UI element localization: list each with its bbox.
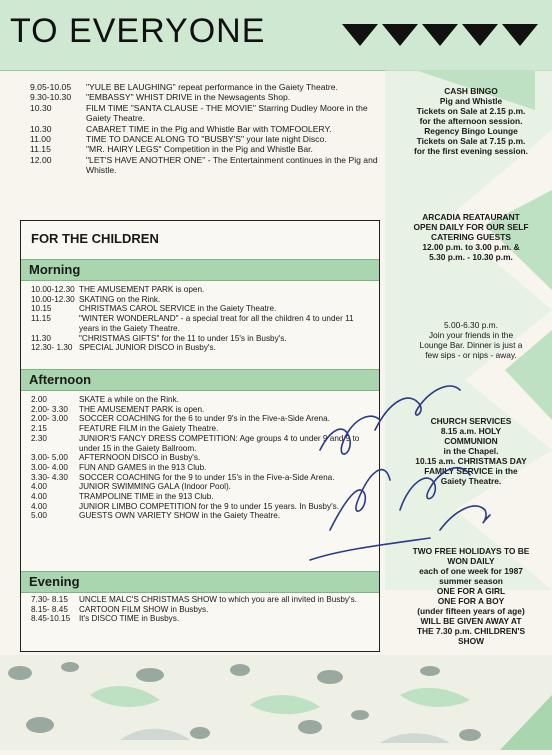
schedule-description: TIME TO DANCE ALONG TO "BUSBY'S" your late night Disco. bbox=[86, 134, 327, 145]
schedule-row bbox=[31, 304, 371, 314]
cash-bingo-line: Pig and Whistle bbox=[439, 96, 503, 106]
schedule-time: 11.15 bbox=[31, 314, 51, 324]
arcadia-restaurant-block bbox=[392, 212, 550, 262]
morning-label: Morning bbox=[29, 262, 81, 277]
schedule-time: 12.30- 1.30 bbox=[31, 343, 73, 353]
schedule-time: 4.00 bbox=[31, 482, 47, 492]
footer-decoration bbox=[0, 655, 552, 750]
children-title: FOR THE CHILDREN bbox=[31, 231, 159, 246]
schedule-description: "MR. HAIRY LEGS" Competition in the Pig and Whistle Bar. bbox=[86, 144, 313, 155]
schedule-time: 2.15 bbox=[31, 424, 47, 434]
schedule-time: 3.00- 4.00 bbox=[31, 462, 68, 472]
cash-bingo-title: CASH BINGO bbox=[444, 86, 498, 96]
schedule-description: "EMBASSY" WHIST DRIVE in the Newsagents Shop. bbox=[86, 92, 291, 103]
schedule-time: 5.00 bbox=[31, 511, 47, 521]
holiday-line: each of one week for 1987 bbox=[419, 566, 523, 576]
arcadia-line: OPEN DAILY FOR OUR SELF bbox=[413, 222, 529, 232]
schedule-row bbox=[31, 314, 371, 333]
header-triangles bbox=[342, 24, 538, 46]
schedule-time: 10.30 bbox=[30, 123, 52, 134]
lounge-line: 5.00-6.30 p.m. bbox=[443, 320, 498, 330]
schedule-description: THE AMUSEMENT PARK is open. bbox=[79, 404, 205, 414]
morning-list bbox=[31, 285, 371, 353]
evening-label: Evening bbox=[29, 574, 80, 589]
schedule-row bbox=[31, 595, 371, 605]
schedule-row bbox=[30, 82, 385, 92]
schedule-description: FEATURE FILM in the Gaiety Theatre. bbox=[79, 424, 219, 434]
holiday-line: TWO FREE HOLIDAYS TO BE bbox=[412, 546, 530, 556]
schedule-description: It's DISCO TIME in Busbys. bbox=[79, 614, 180, 624]
schedule-row bbox=[31, 334, 371, 344]
schedule-row bbox=[30, 103, 385, 124]
footer-pattern bbox=[0, 655, 552, 750]
schedule-description: JUNIOR'S FANCY DRESS COMPETITION: Age groups 4 to under 9 and 9 to under 15 in the Gaiety Ballroom. bbox=[79, 433, 360, 453]
cash-bingo-line: for the first evening session. bbox=[413, 146, 529, 156]
church-line: 8.15 a.m. HOLY bbox=[440, 426, 502, 436]
holiday-line: THE 7.30 p.m. CHILDREN'S bbox=[416, 626, 526, 636]
lounge-line: few sips - or nips - away. bbox=[425, 350, 517, 360]
schedule-time: 2.00- 3.30 bbox=[31, 404, 68, 414]
church-line: FAMILY SERVICE in the bbox=[424, 466, 518, 476]
holiday-line: ONE FOR A BOY bbox=[437, 596, 505, 606]
schedule-row bbox=[30, 92, 385, 102]
evening-list bbox=[31, 595, 371, 624]
church-line: in the Chapel. bbox=[443, 446, 499, 456]
schedule-time: 4.00 bbox=[31, 501, 47, 511]
holiday-line: ONE FOR A GIRL bbox=[436, 586, 506, 596]
schedule-time: 9.30-10.30 bbox=[30, 92, 72, 103]
schedule-row bbox=[30, 144, 385, 154]
schedule-description: "LET'S HAVE ANOTHER ONE" - The Entertainment continues in the Pig and Whistle. bbox=[86, 154, 378, 176]
afternoon-label: Afternoon bbox=[29, 372, 92, 387]
triangle-icon bbox=[382, 24, 418, 46]
arcadia-line: 5.30 p.m. - 10.30 p.m. bbox=[429, 252, 513, 262]
arcadia-line: CATERING GUESTS bbox=[431, 232, 511, 242]
church-line: Gaiety Theatre. bbox=[440, 476, 502, 486]
lounge-bar-block bbox=[392, 320, 550, 360]
schedule-time: 7.30- 8.15 bbox=[31, 595, 68, 604]
schedule-row bbox=[31, 614, 371, 624]
schedule-time: 3.30- 4.30 bbox=[31, 472, 68, 482]
lounge-line: Join your friends in the bbox=[428, 330, 514, 340]
schedule-description: TRAMPOLINE TIME in the 913 Club. bbox=[79, 492, 214, 502]
holiday-line: SHOW bbox=[457, 636, 485, 646]
schedule-description: SKATING on the Rink. bbox=[79, 294, 161, 304]
schedule-description: CARTOON FILM SHOW in Busbys. bbox=[79, 604, 209, 614]
schedule-time: 9.05-10.05 bbox=[30, 82, 72, 92]
schedule-time: 10.30 bbox=[30, 102, 52, 113]
schedule-description: "CHRISTMAS GIFTS" for the 11 to under 15's in Busby's. bbox=[79, 333, 287, 343]
schedule-time: 11.00 bbox=[30, 134, 51, 145]
holiday-line: WILL BE GIVEN AWAY AT bbox=[420, 616, 522, 626]
schedule-description: SOCCER COACHING for the 9 to under 15's in the Five-a-Side Arena. bbox=[79, 472, 335, 482]
arcadia-line: ARCADIA REATAURANT bbox=[422, 212, 520, 222]
arcadia-line: 12.00 p.m. to 3.00 p.m. & bbox=[422, 242, 520, 252]
page-title: TO EVERYONE bbox=[10, 12, 266, 50]
schedule-time: 11.15 bbox=[30, 144, 51, 155]
triangle-icon bbox=[502, 24, 538, 46]
church-line: COMMUNION bbox=[444, 436, 498, 446]
cash-bingo-line: for the afternoon session. bbox=[419, 116, 523, 126]
schedule-description: AFTERNOON DISCO in Busby's. bbox=[79, 453, 201, 463]
schedule-description: SOCCER COACHING for the 6 to under 9's in the Five-a-Side Arena. bbox=[79, 414, 330, 424]
schedule-time: 8.15- 8.45 bbox=[31, 604, 68, 614]
lounge-line: Lounge Bar. Dinner is just a bbox=[419, 340, 523, 350]
cash-bingo-block bbox=[392, 86, 550, 156]
schedule-time: 8.45-10.15 bbox=[31, 614, 71, 624]
schedule-description: JUNIOR LIMBO COMPETITION for the 9 to under 15 years. In Busby's. bbox=[79, 501, 340, 511]
schedule-time: 10.00-12.30 bbox=[31, 294, 75, 304]
triangle-icon bbox=[422, 24, 458, 46]
handwritten-signature bbox=[290, 360, 520, 590]
schedule-time: 4.00 bbox=[31, 492, 47, 502]
schedule-description: FILM TIME "SANTA CLAUSE - THE MOVIE" Starring Dudley Moore in the Gaiety Theatre. bbox=[86, 102, 368, 124]
triangle-icon bbox=[462, 24, 498, 46]
schedule-time: 12.00 bbox=[30, 154, 52, 165]
holiday-line: WON DAILY bbox=[447, 556, 495, 566]
schedule-row bbox=[31, 343, 371, 353]
holiday-line: (under fifteen years of age) bbox=[417, 606, 525, 616]
cash-bingo-line: Tickets on Sale at 2.15 p.m. bbox=[416, 106, 526, 116]
schedule-description: CABARET TIME in the Pig and Whistle Bar with TOMFOOLERY. bbox=[86, 123, 332, 134]
schedule-description: "YULE BE LAUGHING" repeat performance in the Gaiety Theatre. bbox=[86, 82, 338, 92]
schedule-row bbox=[31, 295, 371, 305]
schedule-time: 2.00 bbox=[31, 395, 47, 404]
schedule-time: 10.15 bbox=[31, 304, 52, 314]
schedule-description: JUNIOR SWIMMING GALA (Indoor Pool). bbox=[79, 482, 231, 492]
schedule-time: 2.00- 3.00 bbox=[31, 414, 68, 424]
schedule-time: 3.00- 5.00 bbox=[31, 453, 68, 463]
schedule-description: GUESTS OWN VARIETY SHOW in the Gaiety Theatre. bbox=[79, 511, 281, 521]
schedule-description: SKATE a while on the Rink. bbox=[79, 395, 179, 404]
holiday-line: summer season bbox=[439, 576, 503, 586]
schedule-time: 11.30 bbox=[31, 333, 51, 343]
church-line: 10.15 a.m. CHRISTMAS DAY bbox=[415, 456, 527, 466]
cash-bingo-line: Tickets on Sale at 7.15 p.m. bbox=[416, 136, 526, 146]
schedule-row bbox=[30, 124, 385, 134]
cash-bingo-line: Regency Bingo Lounge bbox=[424, 126, 518, 136]
morning-band bbox=[21, 259, 379, 281]
schedule-row bbox=[30, 155, 385, 176]
page-header bbox=[0, 0, 552, 71]
church-line: CHURCH SERVICES bbox=[430, 416, 512, 426]
schedule-description: CHRISTMAS CAROL SERVICE in the Gaiety Theatre. bbox=[79, 304, 277, 314]
schedule-description: "WINTER WONDERLAND" - a special treat for all the children 4 to under 11 years in the Gaiety Theatre. bbox=[79, 314, 354, 333]
top-schedule bbox=[30, 82, 385, 176]
schedule-row bbox=[30, 134, 385, 144]
schedule-row bbox=[31, 605, 371, 615]
schedule-row bbox=[31, 285, 371, 295]
schedule-description: SPECIAL JUNIOR DISCO in Busby's. bbox=[79, 343, 216, 353]
schedule-description: THE AMUSEMENT PARK is open. bbox=[79, 285, 205, 294]
triangle-icon bbox=[342, 24, 378, 46]
schedule-description: FUN AND GAMES in the 913 Club. bbox=[79, 462, 207, 472]
schedule-description: UNCLE MALC'S CHRISTMAS SHOW to which you are all invited in Busby's. bbox=[79, 595, 357, 604]
schedule-time: 10.00-12.30 bbox=[31, 285, 75, 294]
schedule-time: 2.30 bbox=[31, 433, 47, 443]
